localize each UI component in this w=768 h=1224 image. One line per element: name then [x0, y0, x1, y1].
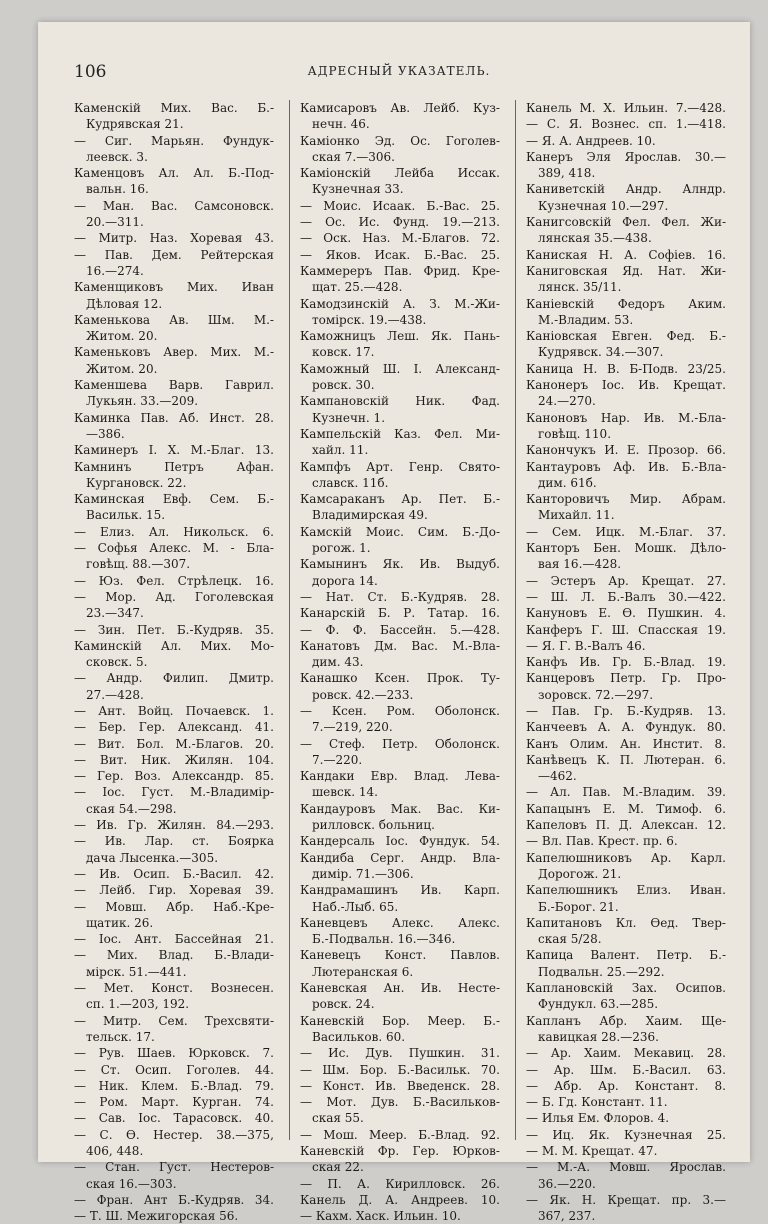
directory-entry-line: 7.—220.	[312, 752, 363, 767]
directory-entry-line: — Ш. Л. Б.-Валъ 30.—422.	[526, 589, 726, 604]
directory-entry-line: — Фран. Ант Б.-Кудряв. 34.	[74, 1192, 274, 1207]
directory-entry-line: Камскій Моис. Сим. Б.-До-	[300, 524, 500, 539]
directory-entry-line: — Зин. Пет. Б.-Кудряв. 35.	[74, 622, 274, 637]
directory-entry-line: — Стан. Густ. Нестеров-	[74, 1160, 274, 1175]
directory-entry-line: М.-Владим. 53.	[538, 312, 634, 327]
directory-entry-line: Канигсовскій Фел. Фел. Жи-	[526, 215, 726, 230]
directory-entry-line: — Эстеръ Ар. Крещат. 27.	[526, 573, 726, 588]
directory-entry-line: говѣщ. 110.	[538, 426, 612, 441]
directory-entry-line: славск. 11б.	[312, 475, 389, 490]
directory-entry-line: Кузнечн. 1.	[312, 410, 386, 425]
directory-entry-line: Каневскій Фр. Гер. Юрков-	[300, 1144, 500, 1158]
directory-entry-line: Канторъ Бен. Мошк. Дѣло-	[526, 541, 726, 556]
directory-entry-line: 406, 448.	[86, 1144, 144, 1158]
directory-entry-line: лянск. 35/11.	[538, 280, 622, 295]
directory-entry-line: тельск. 17.	[86, 1029, 155, 1044]
directory-entry-line: Каневцевъ Алекс. Алекс.	[300, 915, 500, 930]
directory-entry-line: — Вит. Ник. Жилян. 104.	[74, 752, 274, 767]
directory-entry-line: Каміонскій Лейба Иссак.	[300, 166, 500, 181]
directory-entry-line: хайл. 11.	[312, 443, 369, 458]
directory-entry-line: ская 22.	[312, 1160, 364, 1175]
directory-entry-line: Капланъ Абр. Хаим. Ще-	[526, 1013, 726, 1028]
directory-entry-line: — Гер. Воз. Александр. 85.	[74, 769, 274, 784]
directory-entry-line: зоровск. 72.—297.	[538, 687, 654, 702]
directory-entry-line: 20.—311.	[86, 215, 144, 230]
directory-entry-line: — Стеф. Петр. Оболонск.	[300, 736, 500, 751]
directory-entry-line: томірск. 19.—438.	[312, 312, 427, 327]
directory-entry-line: Капелюшниковъ Ар. Карл.	[526, 850, 726, 865]
directory-entry-line: Камодзинскій А. З. М.-Жи-	[300, 296, 500, 311]
directory-entry-line: Каноновъ Нар. Ив. М.-Бла-	[526, 410, 726, 425]
directory-entry-line: — М.-А. Мовш. Ярослав.	[526, 1160, 726, 1175]
directory-entry-line: Кузнечная 33.	[312, 182, 404, 197]
directory-entry-line: — Бер. Гер. Александ. 41.	[74, 720, 274, 735]
directory-entry-line: Кантауровъ Аф. Ив. Б.-Вла-	[526, 459, 726, 474]
directory-entry-line: вая 16.—428.	[538, 557, 622, 572]
directory-entry-line: — Сав. Іос. Тарасовск. 40.	[74, 1111, 274, 1126]
directory-entry-line: — Мош. Меер. Б.-Влад. 92.	[300, 1127, 500, 1142]
directory-entry-line: леевск. 3.	[86, 149, 148, 164]
directory-entry-line: — Пав. Дем. Рейтерская	[74, 247, 274, 262]
directory-entry-line: 7.—219, 220.	[312, 720, 393, 735]
column-divider	[515, 100, 516, 1140]
directory-entry-line: Каміонко Эд. Ос. Гоголев-	[300, 133, 500, 148]
directory-entry-line: Капелюшникъ Елиз. Иван.	[526, 883, 726, 898]
directory-entry-line: — Пав. Гр. Б.-Кудряв. 13.	[526, 703, 726, 718]
directory-entry-line: Лютеранская 6.	[312, 964, 414, 979]
directory-entry-line: — Вл. Пав. Крест. пр. 6.	[526, 834, 678, 849]
directory-entry-line: — Я. Г. В.-Валъ 46.	[526, 638, 646, 653]
directory-entry-line: Каменьковъ Авер. Мих. М.-	[74, 345, 274, 360]
directory-entry-line: Каминская Евф. Сем. Б.-	[74, 492, 274, 507]
directory-entry-line: 23.—347.	[86, 606, 144, 621]
directory-entry-line: — Ман. Вас. Самсоновск.	[74, 198, 274, 213]
directory-entry-line: — Мет. Конст. Вознесен.	[74, 981, 274, 996]
directory-entry-line: Каменщиковъ Мих. Иван	[74, 280, 274, 295]
directory-entry-line: — Мих. Влад. Б.-Влади-	[74, 948, 274, 963]
directory-entry-line: говѣщ. 88.—307.	[86, 557, 191, 572]
directory-entry-line: Б.-Подвальн. 16.—346.	[312, 932, 456, 947]
directory-entry-line: дим. 61б.	[538, 475, 597, 490]
directory-entry-line: Кандиба Серг. Андр. Вла-	[300, 850, 500, 865]
directory-entry-line: — Ив. Гр. Жилян. 84.—293.	[74, 818, 274, 833]
directory-entry-line: — Илья Ем. Флоров. 4.	[526, 1111, 670, 1126]
directory-entry-line: — Ник. Клем. Б.-Влад. 79.	[74, 1078, 274, 1093]
running-title: АДРЕСНЫЙ УКАЗАТЕЛЬ.	[307, 64, 491, 78]
directory-entry-line: — Ив. Лар. ст. Боярка	[74, 834, 274, 849]
directory-entry-line: — Софья Алекс. М. - Бла-	[74, 541, 274, 556]
directory-column-1	[74, 100, 274, 1224]
directory-entry-line: Подвальн. 25.—292.	[538, 964, 665, 979]
directory-entry-line: Фундукл. 63.—285.	[538, 997, 659, 1012]
directory-entry-line: Канфъ Ив. Гр. Б.-Влад. 19.	[526, 655, 726, 670]
directory-entry-line: — Б. Гд. Констант. 11.	[526, 1095, 668, 1110]
directory-entry-line: Капеловъ П. Д. Алексан. 12.	[526, 818, 726, 833]
directory-entry-line: Каможный Ш. I. Александ-	[300, 361, 500, 376]
directory-entry-line: — Мовш. Абр. Наб.-Кре-	[74, 899, 274, 914]
directory-entry-line: Лукьян. 33.—209.	[86, 394, 199, 409]
directory-entry-line: Владимирская 49.	[312, 508, 428, 523]
directory-entry-line: — Митр. Сем. Трехсвяти-	[74, 1013, 274, 1028]
directory-entry-line: кавицкая 28.—236.	[538, 1029, 659, 1044]
directory-entry-line: — Митр. Наз. Хоревая 43.	[74, 231, 274, 246]
directory-entry-line: Каминскій Ал. Мих. Мо-	[74, 638, 274, 653]
directory-entry-line: — Елиз. Ал. Никольск. 6.	[74, 524, 274, 539]
directory-entry-line: сп. 1.—203, 192.	[86, 997, 190, 1012]
directory-entry-line: Каминеръ I. X. М.-Благ. 13.	[74, 443, 274, 458]
directory-entry-line: — Ксен. Ром. Оболонск.	[300, 703, 500, 718]
directory-entry-line: ровск. 42.—233.	[312, 687, 414, 702]
book-page	[38, 22, 750, 1224]
directory-entry-line: лянская 35.—438.	[538, 231, 652, 246]
directory-entry-line: 16.—274.	[86, 263, 144, 278]
directory-entry-line: Канончукъ И. Е. Прозор. 66.	[526, 443, 726, 458]
directory-entry-line: — Абр. Ар. Констант. 8.	[526, 1078, 726, 1093]
directory-entry-line: Кудрявск. 34.—307.	[538, 345, 664, 360]
directory-entry-line: Б.-Борог. 21.	[538, 899, 619, 914]
directory-entry-line: Васильков. 60.	[312, 1029, 406, 1044]
directory-entry-line: ровск. 24.	[312, 997, 375, 1012]
directory-entry-line: Васильк. 15.	[86, 508, 166, 523]
directory-entry-line: — Ис. Дув. Пушкин. 31.	[300, 1046, 500, 1061]
directory-entry-line: Каниветскій Андр. Алндр.	[526, 182, 726, 197]
directory-entry-line: дорога 14.	[312, 573, 378, 588]
directory-entry-line: Камисаровъ Ав. Лейб. Куз-	[300, 101, 500, 115]
directory-entry-line: — Ар. Хаим. Мекавиц. 28.	[526, 1046, 726, 1061]
directory-entry-line: Кандрамашинъ Ив. Карп.	[300, 883, 500, 898]
directory-entry-line: Канатовъ Дм. Вас. М.-Вла-	[300, 638, 500, 653]
directory-entry-line: Каменшева Варв. Гаврил.	[74, 378, 274, 393]
directory-entry-line: — М. М. Крещат. 47.	[526, 1144, 658, 1158]
directory-entry-line: Камынинъ Як. Ив. Выдуб.	[300, 557, 500, 572]
directory-entry-line: — Конст. Ив. Введенск. 28.	[300, 1078, 500, 1093]
directory-entry-line: — Вит. Бол. М.-Благов. 20.	[74, 736, 274, 751]
directory-entry-line: Житом. 20.	[86, 361, 158, 376]
directory-entry-line: Канарскій Б. Р. Татар. 16.	[300, 606, 500, 621]
directory-entry-line: — Юз. Фел. Стрѣлецк. 16.	[74, 573, 274, 588]
directory-entry-line: — Андр. Филип. Дмитр.	[74, 671, 274, 686]
directory-entry-line: мірск. 51.—441.	[86, 964, 187, 979]
directory-entry-line: Канчеевъ А. А. Фундук. 80.	[526, 720, 726, 735]
directory-entry-line: Михайл. 11.	[538, 508, 615, 523]
directory-entry-line: сковск. 5.	[86, 655, 148, 670]
directory-entry-line: — Ар. Шм. Б.-Васил. 63.	[526, 1062, 726, 1077]
directory-entry-line: щатик. 26.	[86, 915, 154, 930]
directory-entry-line: вальн. 16.	[86, 182, 149, 197]
directory-entry-line: Житом. 20.	[86, 329, 158, 344]
directory-entry-line: Кургановск. 22.	[86, 475, 187, 490]
directory-entry-line: Капитановъ Кл. Ѳед. Твер-	[526, 915, 726, 930]
directory-entry-line: ровск. 30.	[312, 378, 375, 393]
directory-entry-line: 36.—220.	[538, 1176, 596, 1191]
directory-entry-line: — Ст. Осип. Гоголев. 44.	[74, 1062, 274, 1077]
directory-entry-line: дача Лысенка.—305.	[86, 850, 219, 865]
directory-entry-line: — Як. Н. Крещат. пр. 3.—	[526, 1192, 726, 1207]
directory-entry-line: Канонеръ Іос. Ив. Крещат.	[526, 378, 726, 393]
directory-entry-line: — Оск. Наз. М.-Благов. 72.	[300, 231, 500, 246]
directory-entry-line: — Я. А. Андреев. 10.	[526, 133, 656, 148]
directory-entry-line: — Рув. Шаев. Юрковск. 7.	[74, 1046, 274, 1061]
directory-entry-line: — Сиг. Марьян. Фундук-	[74, 133, 274, 148]
directory-entry-line: Дорогож. 21.	[538, 866, 622, 881]
directory-entry-line: Капацынъ Е. М. Тимоф. 6.	[526, 801, 726, 816]
directory-entry-line: — Яков. Исак. Б.-Вас. 25.	[300, 247, 500, 262]
directory-entry-line: Кузнечная 10.—297.	[538, 198, 669, 213]
directory-entry-line: Кандерсаль Іос. Фундук. 54.	[300, 834, 500, 849]
directory-entry-line: ская 5/28.	[538, 932, 602, 947]
directory-entry-line: — Ос. Ис. Фунд. 19.—213.	[300, 215, 500, 230]
directory-entry-line: Канъ Олим. Ан. Инстит. 8.	[526, 736, 726, 751]
directory-entry-line: димір. 71.—306.	[312, 866, 414, 881]
directory-entry-line: — Сем. Ицк. М.-Благ. 37.	[526, 524, 726, 539]
directory-entry-line: Каминка Пав. Аб. Инст. 28.	[74, 410, 274, 425]
directory-entry-line: щат. 25.—428.	[312, 280, 403, 295]
directory-entry-line: Кампельскій Каз. Фел. Ми-	[300, 426, 500, 441]
directory-entry-line: —462.	[538, 769, 577, 784]
directory-entry-line: Кандаки Евр. Влад. Лева-	[300, 769, 500, 784]
directory-entry-line: — Ром. Март. Курган. 74.	[74, 1095, 274, 1110]
page-header	[74, 62, 724, 86]
directory-entry-line: 24.—270.	[538, 394, 596, 409]
directory-entry-line: Кудрявская 21.	[86, 117, 184, 132]
directory-entry-line: Каневская Ан. Ив. Несте-	[300, 981, 500, 996]
directory-entry-line: — Ив. Осип. Б.-Васил. 42.	[74, 866, 274, 881]
directory-entry-line: ская 54.—298.	[86, 801, 177, 816]
directory-column-2	[300, 100, 500, 1224]
directory-entry-line: — Мот. Дув. Б.-Васильков-	[300, 1095, 500, 1110]
directory-entry-line: — С. Я. Вознес. сп. 1.—418.	[526, 117, 726, 132]
directory-entry-line: Дѣловая 12.	[86, 296, 163, 311]
directory-entry-line: Каменскій Мих. Вас. Б.-	[74, 101, 274, 115]
directory-entry-line: Каплановскій Зах. Осипов.	[526, 981, 726, 996]
directory-entry-line: Камсараканъ Ар. Пет. Б.-	[300, 492, 500, 507]
directory-entry-line: шевск. 14.	[312, 785, 378, 800]
column-divider	[289, 100, 290, 1140]
directory-entry-line: — С. Ѳ. Нестер. 38.—375,	[74, 1127, 274, 1142]
directory-entry-line: Кандауровъ Мак. Вас. Ки-	[300, 801, 500, 816]
directory-entry-line: — Нат. Ст. Б.-Кудряв. 28.	[300, 589, 500, 604]
directory-entry-line: Канель Д. А. Андреев. 10.	[300, 1192, 500, 1207]
directory-entry-line: ская 55.	[312, 1111, 364, 1126]
directory-entry-line: Каменькова Ав. Шм. М.-	[74, 312, 274, 327]
directory-entry-line: Камнинъ Петръ Афан.	[74, 459, 274, 474]
directory-entry-line: 389, 418.	[538, 166, 596, 181]
directory-entry-line: — Кахм. Хаск. Ильин. 10.	[300, 1209, 461, 1224]
directory-entry-line: Канферъ Г. Ш. Спасская 19.	[526, 622, 726, 637]
directory-entry-line: ская 7.—306.	[312, 149, 395, 164]
directory-entry-line: —386.	[86, 426, 125, 441]
directory-entry-line: Канель М. Х. Ильин. 7.—428.	[526, 101, 726, 115]
directory-entry-line: Каніовская Евген. Фед. Б.-	[526, 329, 726, 344]
directory-entry-line: — Мор. Ад. Гоголевская	[74, 589, 274, 604]
directory-entry-line: Каневецъ Конст. Павлов.	[300, 948, 500, 963]
directory-entry-line: Канцеровъ Петр. Гр. Про-	[526, 671, 726, 686]
directory-entry-line: Кануновъ Е. Ѳ. Пушкин. 4.	[526, 606, 726, 621]
directory-entry-line: — Лейб. Гир. Хоревая 39.	[74, 883, 274, 898]
directory-entry-line: — Іос. Густ. М.-Владимір-	[74, 785, 274, 800]
directory-entry-line: 367, 237.	[538, 1209, 596, 1224]
directory-entry-line: Капица Валент. Петр. Б.-	[526, 948, 726, 963]
directory-entry-line: Канторовичъ Мир. Абрам.	[526, 492, 726, 507]
directory-entry-line: Каможницъ Леш. Як. Пань-	[300, 329, 500, 344]
directory-entry-line: Каменцовъ Ал. Ал. Б.-Под-	[74, 166, 274, 181]
directory-entry-line: рилловск. больниц.	[312, 818, 435, 833]
directory-entry-line: дим. 43.	[312, 655, 364, 670]
directory-entry-line: — Шм. Бор. Б.-Васильк. 70.	[300, 1062, 500, 1077]
directory-entry-line: Канашко Ксен. Прок. Ту-	[300, 671, 500, 686]
directory-entry-line: — Т. Ш. Межигорская 56.	[74, 1209, 239, 1224]
directory-entry-line: — Иц. Як. Кузнечная 25.	[526, 1127, 726, 1142]
directory-entry-line: Каниская Н. А. Софіев. 16.	[526, 247, 726, 262]
directory-entry-line: Кампановскій Ник. Фад.	[300, 394, 500, 409]
directory-entry-line: Канеръ Эля Ярослав. 30.—	[526, 149, 726, 164]
directory-entry-line: 27.—428.	[86, 687, 144, 702]
directory-entry-line: — Ал. Пав. М.-Владим. 39.	[526, 785, 726, 800]
directory-entry-line: нечн. 46.	[312, 117, 370, 132]
directory-entry-line: рогож. 1.	[312, 541, 371, 556]
page-number: 106	[74, 62, 107, 82]
directory-entry-line: Каневскій Бор. Меер. Б.-	[300, 1013, 500, 1028]
directory-entry-line: — Ф. Ф. Бассейн. 5.—428.	[300, 622, 500, 637]
directory-entry-line: Каммереръ Пав. Фрид. Кре-	[300, 263, 500, 278]
directory-entry-line: — П. А. Кирилловск. 26.	[300, 1176, 500, 1191]
directory-entry-line: — Іос. Ант. Бассейная 21.	[74, 932, 274, 947]
directory-column-3	[526, 100, 726, 1224]
directory-entry-line: — Моис. Исаак. Б.-Вас. 25.	[300, 198, 500, 213]
directory-entry-line: Наб.-Лыб. 65.	[312, 899, 399, 914]
directory-entry-line: Кампфъ Арт. Генр. Свято-	[300, 459, 500, 474]
directory-entry-line: — Ант. Войц. Почаевск. 1.	[74, 703, 274, 718]
directory-entry-line: Канѣвецъ К. П. Лютеран. 6.	[526, 752, 726, 767]
directory-entry-line: Каница Н. В. Б-Подв. 23/25.	[526, 361, 726, 376]
directory-entry-line: ская 16.—303.	[86, 1176, 177, 1191]
directory-entry-line: ковск. 17.	[312, 345, 375, 360]
directory-entry-line: Каниговская Яд. Нат. Жи-	[526, 263, 726, 278]
directory-entry-line: Каніевскій Федоръ Аким.	[526, 296, 726, 311]
